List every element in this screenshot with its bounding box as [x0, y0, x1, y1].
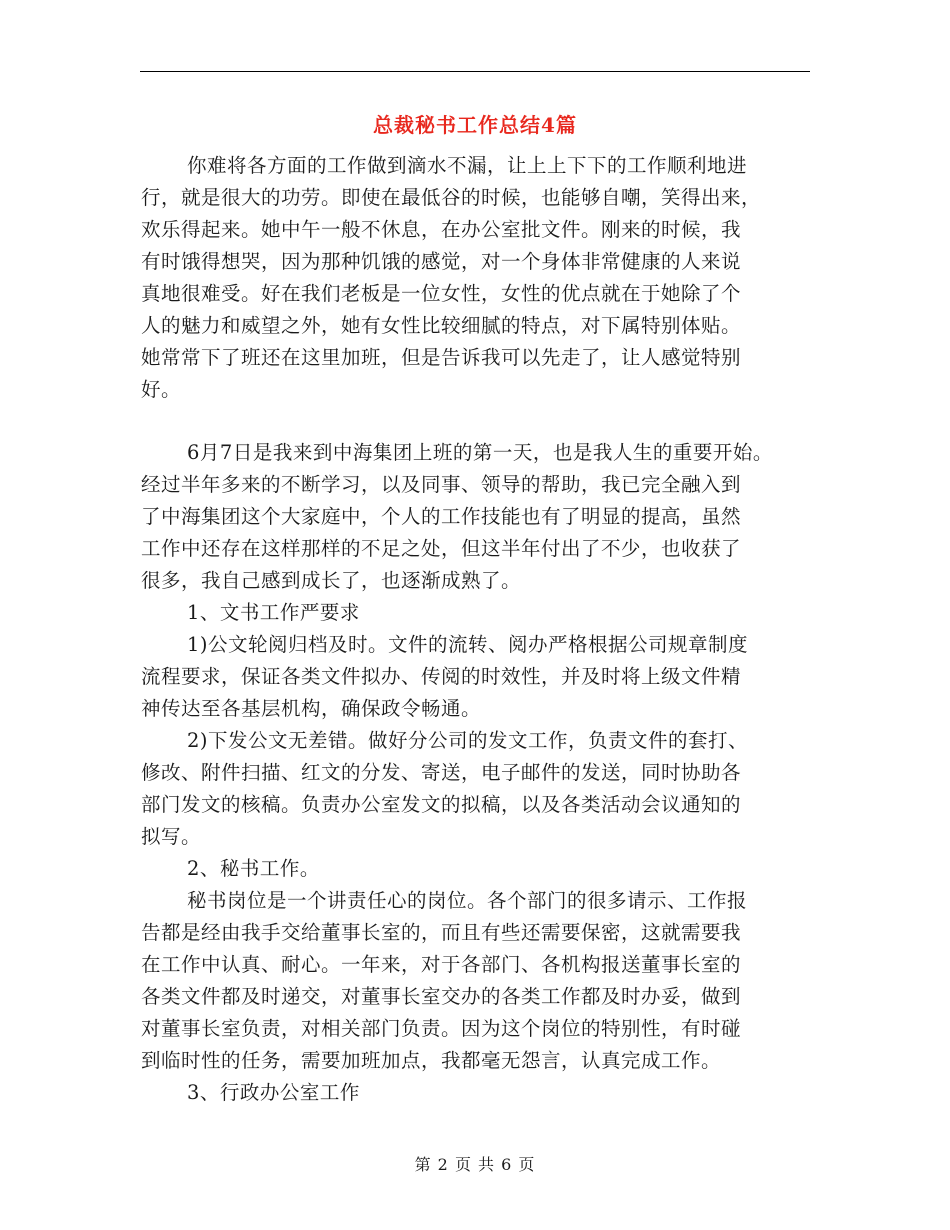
text-line: 经过半年多来的不断学习，以及同事、领导的帮助，我已完全融入到: [141, 473, 742, 496]
text-line: 流程要求，保证各类文件拟办、传阅的时效性，并及时将上级文件精: [141, 665, 742, 688]
section-heading: 3、行政办公室工作: [187, 1081, 360, 1104]
text-line: 有时饿得想哭，因为那种饥饿的感觉，对一个身体非常健康的人来说: [141, 250, 742, 273]
page-number: 第 2 页 共 6 页: [414, 1155, 536, 1174]
section-heading: 1、文书工作严要求: [187, 601, 360, 624]
text-line: 很多，我自己感到成长了，也逐渐成熟了。: [141, 569, 522, 592]
text-line: 各类文件都及时递交，对董事长室交办的各类工作都及时办妥，做到: [141, 985, 742, 1008]
document-title: 总裁秘书工作总结4篇: [373, 113, 577, 137]
text-line: 1)公文轮阅归档及时。文件的流转、阅办严格根据公司规章制度: [187, 633, 749, 656]
header-rule: [140, 71, 810, 72]
text-line: 对董事长室负责，对相关部门负责。因为这个岗位的特别性，有时碰: [141, 1017, 742, 1040]
text-line: 秘书岗位是一个讲责任心的岗位。各个部门的很多请示、工作报: [187, 889, 748, 912]
text-line: 6月7日是我来到中海集团上班的第一天，也是我人生的重要开始。: [187, 441, 773, 464]
text-line: 告都是经由我手交给董事长室的，而且有些还需要保密，这就需要我: [141, 921, 742, 944]
text-line: 好。: [141, 378, 182, 401]
text-line: 人的魅力和威望之外，她有女性比较细腻的特点，对下属特别体贴。: [141, 314, 742, 337]
text-line: 她常常下了班还在这里加班，但是告诉我可以先走了，让人感觉特别: [141, 346, 742, 369]
text-line: 到临时性的任务，需要加班加点，我都毫无怨言，认真完成工作。: [141, 1049, 722, 1072]
text-line: 你难将各方面的工作做到滴水不漏，让上上下下的工作顺利地进: [187, 154, 748, 177]
text-line: 拟写。: [141, 825, 202, 848]
text-line: 行，就是很大的功劳。即使在最低谷的时候，也能够自嘲，笑得出来，: [141, 186, 762, 209]
text-line: 2)下发公文无差错。做好分公司的发文工作，负责文件的套打、: [187, 729, 749, 752]
text-line: 真地很难受。好在我们老板是一位女性，女性的优点就在于她除了个: [141, 282, 742, 305]
section-heading: 2、秘书工作。: [187, 857, 320, 880]
text-line: 部门发文的核稿。负责办公室发文的拟稿，以及各类活动会议通知的: [141, 793, 742, 816]
text-line: 了中海集团这个大家庭中，个人的工作技能也有了明显的提高，虽然: [141, 505, 742, 528]
text-line: 在工作中认真、耐心。一年来，对于各部门、各机构报送董事长室的: [141, 953, 742, 976]
text-line: 工作中还存在这样那样的不足之处，但这半年付出了不少，也收获了: [141, 537, 742, 560]
text-line: 神传达至各基层机构，确保政令畅通。: [141, 697, 482, 720]
text-line: 欢乐得起来。她中午一般不休息，在办公室批文件。刚来的时候，我: [141, 218, 742, 241]
text-line: 修改、附件扫描、红文的分发、寄送，电子邮件的发送，同时协助各: [141, 761, 742, 784]
